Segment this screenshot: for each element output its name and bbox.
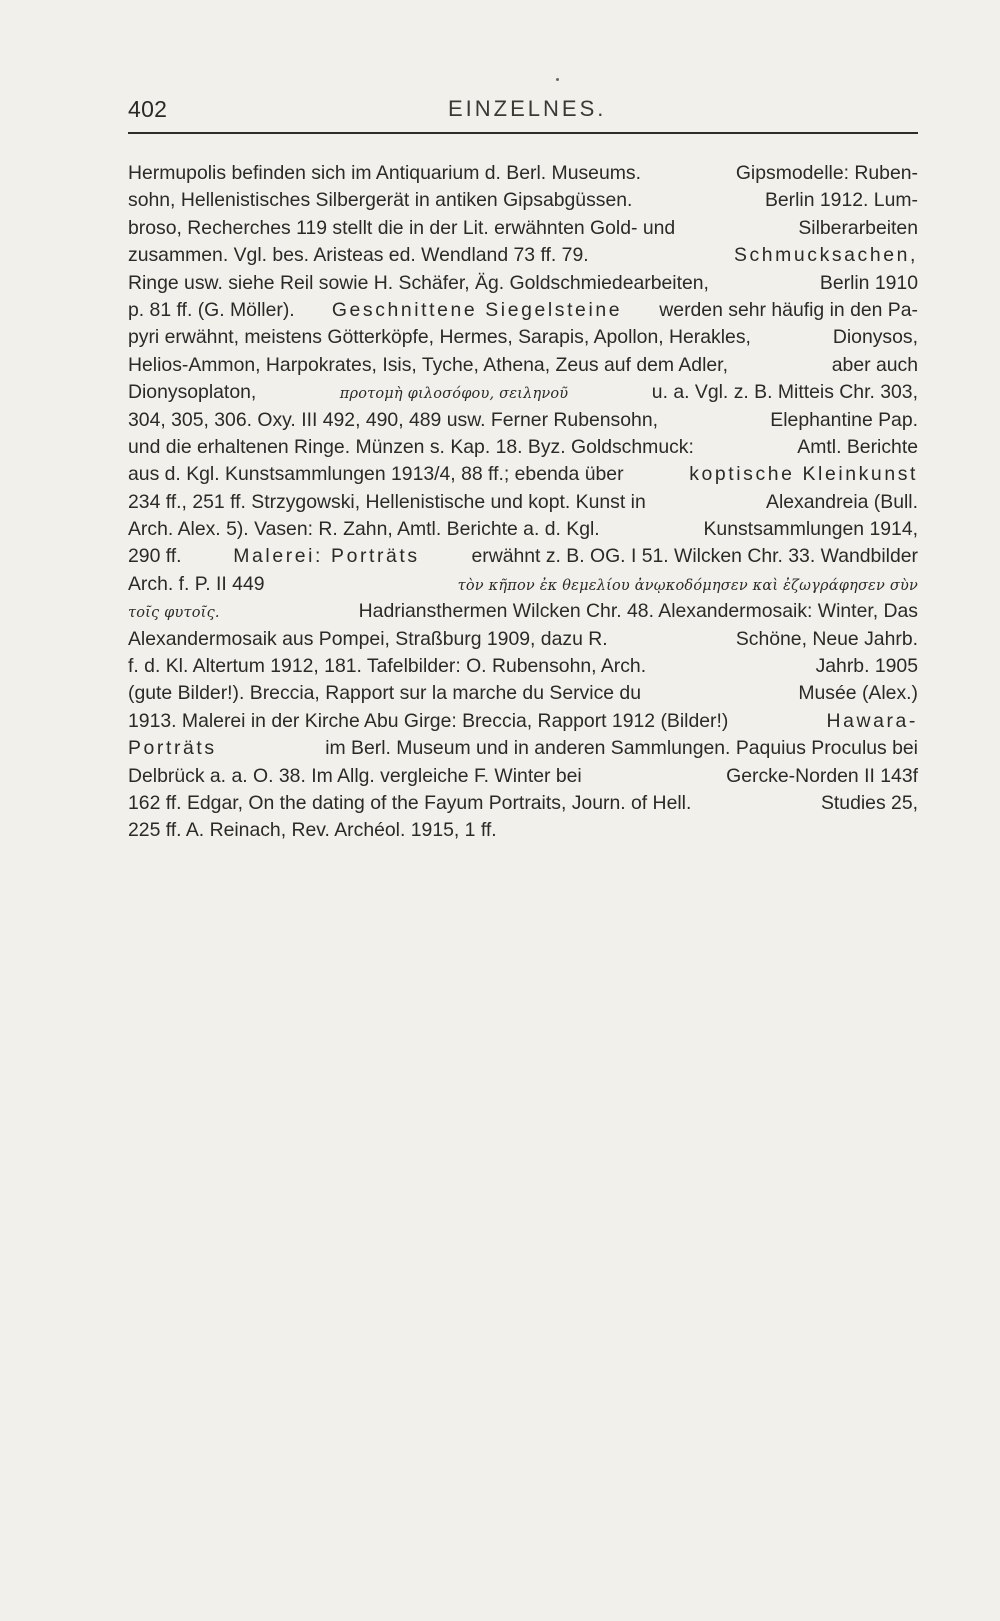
text-line	[128, 297, 918, 324]
text-segment: Amtl. Berichte	[797, 435, 918, 458]
text-line	[128, 598, 918, 625]
text-segment: aus d. Kgl. Kunstsammlungen 1913/4, 88 ff.; ebenda über	[128, 463, 624, 486]
spaced-emphasis: Hawara-	[826, 709, 918, 732]
text-line	[128, 708, 918, 735]
spaced-emphasis: Porträts	[128, 737, 217, 760]
text-segment: (gute Bilder!). Breccia, Rapport sur la marche du Service du	[128, 682, 641, 705]
text-line	[128, 270, 918, 297]
text-segment: 304, 305, 306. Oxy. III 492, 490, 489 usw. Ferner Rubensohn,	[128, 408, 658, 431]
text-segment: werden sehr häufig in den Pa-	[659, 298, 918, 321]
text-line	[128, 653, 918, 680]
running-head: EINZELNES.	[448, 96, 607, 121]
spaced-emphasis: koptische Kleinkunst	[689, 463, 918, 486]
spaced-emphasis: Geschnittene Siegelsteine	[331, 298, 623, 321]
text-segment: Delbrück a. a. O. 38. Im Allg. vergleiche F. Winter bei	[128, 764, 582, 787]
text-segment: 162 ff. Edgar, On the dating of the Fayum Portraits, Journ. of Hell.	[128, 791, 692, 814]
text-line	[128, 516, 918, 543]
text-segment: Schöne, Neue Jahrb.	[735, 627, 918, 650]
text-line	[128, 626, 918, 653]
text-segment: pyri erwähnt, meistens Götterköpfe, Hermes, Sarapis, Apollon, Herakles,	[128, 326, 751, 349]
text-segment: Helios-Ammon, Harpokrates, Isis, Tyche, Athena, Zeus auf dem Adler,	[128, 353, 728, 376]
text-line	[128, 187, 918, 214]
text-line	[128, 407, 918, 434]
text-segment: Berlin 1910	[819, 271, 918, 294]
text-segment: zusammen. Vgl. bes. Aristeas ed. Wendland 73 ff. 79.	[128, 244, 589, 267]
text-segment: 234 ff., 251 ff. Strzygowski, Hellenistische und kopt. Kunst in	[128, 490, 646, 513]
text-segment: Arch. f. P. II 449	[128, 572, 265, 595]
text-segment: Dionysoplaton,	[128, 381, 257, 404]
text-segment: Hadriansthermen Wilcken Chr. 48. Alexandermosaik: Winter, Das	[358, 600, 918, 623]
text-segment: Elephantine Pap.	[770, 408, 918, 431]
print-speck	[556, 78, 559, 81]
header-rule	[128, 132, 918, 134]
text-line	[128, 680, 918, 707]
text-line	[128, 735, 918, 762]
text-line	[128, 324, 918, 351]
text-segment: f. d. Kl. Altertum 1912, 181. Tafelbilder: O. Rubensohn, Arch.	[128, 655, 647, 678]
text-line	[128, 160, 918, 187]
text-segment: Gercke-Norden II 143f	[726, 764, 918, 787]
text-line	[128, 215, 918, 242]
text-segment: Alexandermosaik aus Pompei, Straßburg 1909, dazu R.	[128, 627, 608, 650]
body-paragraph	[128, 160, 918, 845]
text-segment: und die erhaltenen Ringe. Münzen s. Kap. 18. Byz. Goldschmuck:	[128, 435, 694, 458]
text-segment: Musée (Alex.)	[798, 682, 918, 705]
text-segment: p. 81 ff. (G. Möller).	[128, 298, 295, 321]
page-header	[128, 96, 918, 132]
text-line	[128, 543, 918, 570]
text-segment: Jahrb. 1905	[815, 655, 918, 678]
greek-quotation: τὸν κῆπον ἐκ θεμελίου ἀνῳκοδόμησεν καὶ ἐζωγράφησεν σὺν	[457, 577, 918, 594]
text-segment: 290 ff.	[128, 545, 182, 568]
text-line	[128, 242, 918, 269]
text-segment: broso, Recherches 119 stellt die in der Lit. erwähnten Gold- und	[128, 216, 676, 239]
greek-quotation: τοῖς φυτοῖς.	[128, 605, 220, 622]
page-number: 402	[128, 96, 168, 122]
text-segment: 1913. Malerei in der Kirche Abu Girge: Breccia, Rapport 1912 (Bilder!)	[128, 709, 729, 732]
text-line	[128, 379, 918, 406]
text-segment: Gipsmodelle: Ruben-	[735, 162, 918, 184]
text-line	[128, 352, 918, 379]
text-line	[128, 571, 918, 598]
text-line	[128, 817, 918, 844]
text-segment: Alexandreia (Bull.	[766, 490, 918, 513]
greek-quotation: προτομὴ φιλοσόφου, σειληνοῦ	[339, 386, 569, 403]
text-segment: Berlin 1912. Lum-	[764, 189, 918, 212]
spaced-emphasis: Malerei: Porträts	[233, 545, 420, 568]
text-segment: u. a. Vgl. z. B. Mitteis Chr. 303,	[651, 381, 918, 404]
text-segment: 225 ff. A. Reinach, Rev. Archéol. 1915, 1 ff.	[128, 819, 497, 842]
text-segment: erwähnt z. B. OG. I 51. Wilcken Chr. 33. Wandbilder	[471, 545, 918, 568]
text-segment: aber auch	[831, 353, 918, 376]
text-segment: Arch. Alex. 5). Vasen: R. Zahn, Amtl. Berichte a. d. Kgl.	[128, 518, 600, 541]
text-segment: Ringe usw. siehe Reil sowie H. Schäfer, Äg. Goldschmiedearbeiten,	[128, 271, 709, 294]
text-segment: Dionysos,	[832, 326, 918, 349]
text-line	[128, 790, 918, 817]
text-segment: Studies 25,	[820, 791, 918, 814]
spaced-emphasis: Schmucksachen,	[733, 244, 918, 267]
text-segment: im Berl. Museum und in anderen Sammlungen. Paquius Proculus bei	[325, 737, 918, 760]
text-segment: Hermupolis befinden sich im Antiquarium d. Berl. Museums.	[128, 162, 641, 184]
text-line	[128, 489, 918, 516]
text-segment: sohn, Hellenistisches Silbergerät in antiken Gipsabgüssen.	[128, 189, 633, 212]
text-line	[128, 763, 918, 790]
text-segment: Silberarbeiten	[798, 216, 918, 239]
text-line	[128, 434, 918, 461]
text-line	[128, 461, 918, 488]
text-segment: Kunstsammlungen 1914,	[703, 518, 918, 541]
